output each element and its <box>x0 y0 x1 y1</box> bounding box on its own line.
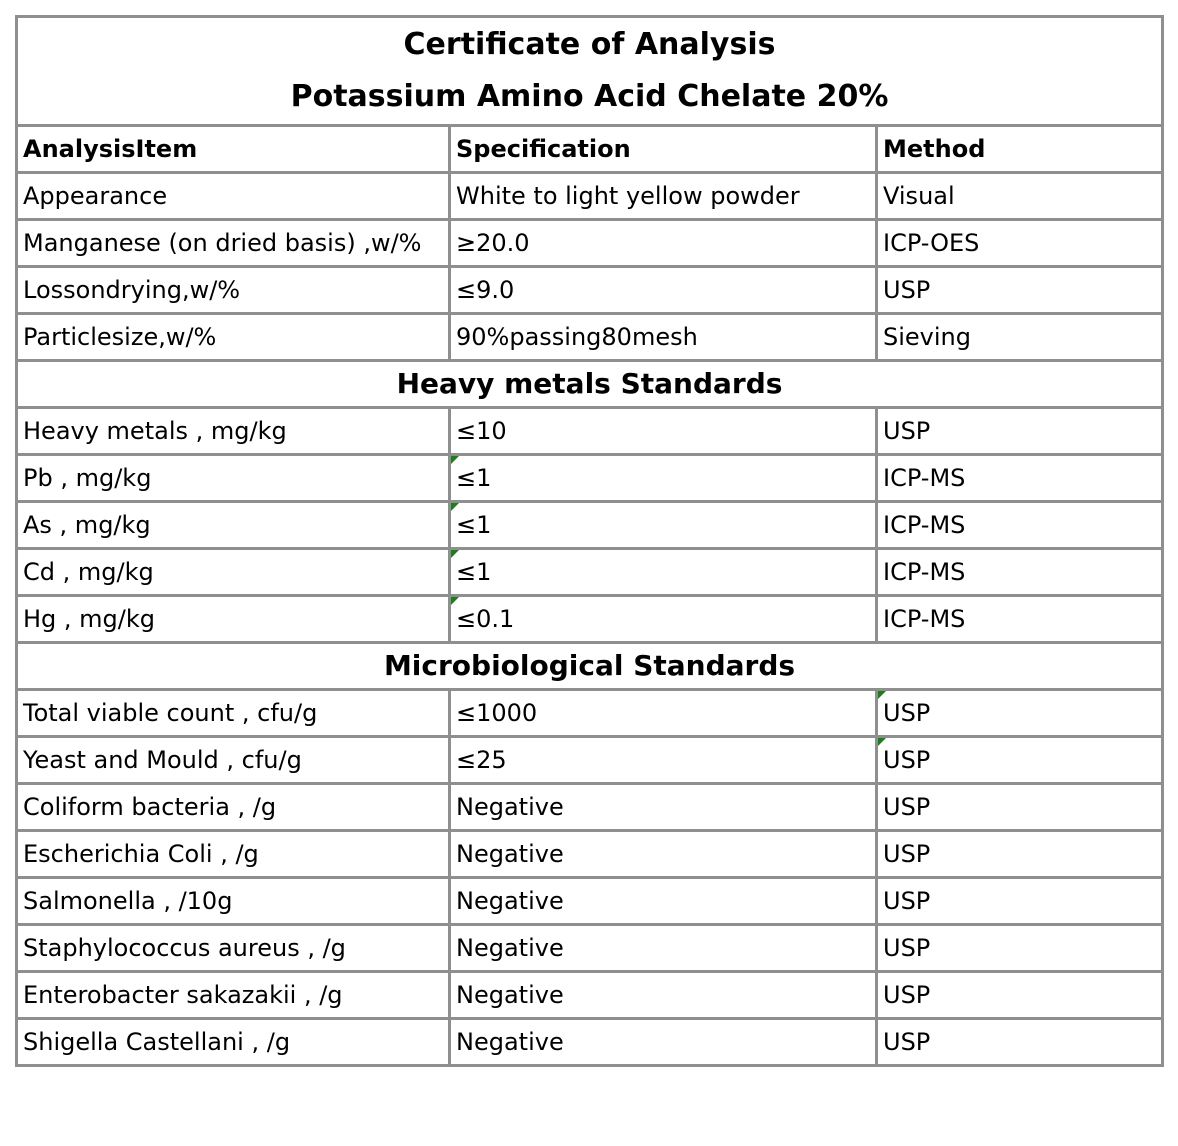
table-row <box>17 925 1163 972</box>
specification-cell: Negative <box>450 878 877 925</box>
specification-cell: ≤1 <box>450 502 877 549</box>
table-row <box>17 267 1163 314</box>
specification-cell: Negative <box>450 784 877 831</box>
method-cell: USP <box>877 1019 1163 1066</box>
method-cell: ICP-MS <box>877 502 1163 549</box>
table-row <box>17 455 1163 502</box>
table-row <box>17 549 1163 596</box>
table-row <box>17 173 1163 220</box>
specification-cell: Negative <box>450 1019 877 1066</box>
analysis-item-cell: Salmonella , /10g <box>17 878 450 925</box>
table-row <box>17 690 1163 737</box>
certificate-table <box>15 15 1164 1067</box>
specification-cell: ≤1 <box>450 549 877 596</box>
header-analysis-item: AnalysisItem <box>17 126 450 173</box>
method-cell: USP <box>877 737 1163 784</box>
specification-cell: Negative <box>450 925 877 972</box>
analysis-item-cell: Heavy metals , mg/kg <box>17 408 450 455</box>
analysis-item-cell: Pb , mg/kg <box>17 455 450 502</box>
analysis-item-cell: Cd , mg/kg <box>17 549 450 596</box>
specification-cell: Negative <box>450 972 877 1019</box>
specification-cell: White to light yellow powder <box>450 173 877 220</box>
method-cell: USP <box>877 925 1163 972</box>
analysis-item-cell: As , mg/kg <box>17 502 450 549</box>
table-row <box>17 596 1163 643</box>
method-cell: USP <box>877 267 1163 314</box>
method-cell: ICP-MS <box>877 596 1163 643</box>
specification-cell: ≤1 <box>450 455 877 502</box>
method-cell: USP <box>877 784 1163 831</box>
title-line-2: Potassium Amino Acid Chelate 20% <box>290 79 889 114</box>
specification-cell: ≥20.0 <box>450 220 877 267</box>
method-cell: ICP-MS <box>877 455 1163 502</box>
analysis-item-cell: Appearance <box>17 173 450 220</box>
section-header-row <box>17 643 1163 690</box>
section-header-row <box>17 361 1163 408</box>
table-row <box>17 220 1163 267</box>
table-row <box>17 831 1163 878</box>
title-row <box>17 17 1163 126</box>
table-row <box>17 784 1163 831</box>
analysis-item-cell: Total viable count , cfu/g <box>17 690 450 737</box>
specification-cell: ≤1000 <box>450 690 877 737</box>
heavy-metals-section-title: Heavy metals Standards <box>17 361 1163 408</box>
analysis-item-cell: Escherichia Coli , /g <box>17 831 450 878</box>
analysis-item-cell: Particlesize,w/% <box>17 314 450 361</box>
header-specification: Specification <box>450 126 877 173</box>
table-row <box>17 314 1163 361</box>
specification-cell: ≤10 <box>450 408 877 455</box>
table-row <box>17 972 1163 1019</box>
table-row <box>17 502 1163 549</box>
method-cell: USP <box>877 878 1163 925</box>
title-line-1: Certificate of Analysis <box>403 27 776 62</box>
specification-cell: 90%passing80mesh <box>450 314 877 361</box>
analysis-item-cell: Hg , mg/kg <box>17 596 450 643</box>
analysis-item-cell: Enterobacter sakazakii , /g <box>17 972 450 1019</box>
microbiological-section-title: Microbiological Standards <box>17 643 1163 690</box>
analysis-item-cell: Yeast and Mould , cfu/g <box>17 737 450 784</box>
method-cell: USP <box>877 690 1163 737</box>
table-row <box>17 878 1163 925</box>
table-row <box>17 1019 1163 1066</box>
method-cell: USP <box>877 831 1163 878</box>
analysis-item-cell: Shigella Castellani , /g <box>17 1019 450 1066</box>
analysis-item-cell: Lossondrying,w/% <box>17 267 450 314</box>
table-row <box>17 737 1163 784</box>
specification-cell: ≤0.1 <box>450 596 877 643</box>
method-cell: Visual <box>877 173 1163 220</box>
method-cell: ICP-OES <box>877 220 1163 267</box>
header-row <box>17 126 1163 173</box>
specification-cell: Negative <box>450 831 877 878</box>
header-method: Method <box>877 126 1163 173</box>
analysis-item-cell: Staphylococcus aureus , /g <box>17 925 450 972</box>
method-cell: ICP-MS <box>877 549 1163 596</box>
document-title <box>17 17 1163 126</box>
analysis-item-cell: Manganese (on dried basis) ,w/% <box>17 220 450 267</box>
method-cell: Sieving <box>877 314 1163 361</box>
analysis-item-cell: Coliform bacteria , /g <box>17 784 450 831</box>
specification-cell: ≤9.0 <box>450 267 877 314</box>
specification-cell: ≤25 <box>450 737 877 784</box>
method-cell: USP <box>877 408 1163 455</box>
method-cell: USP <box>877 972 1163 1019</box>
table-row <box>17 408 1163 455</box>
